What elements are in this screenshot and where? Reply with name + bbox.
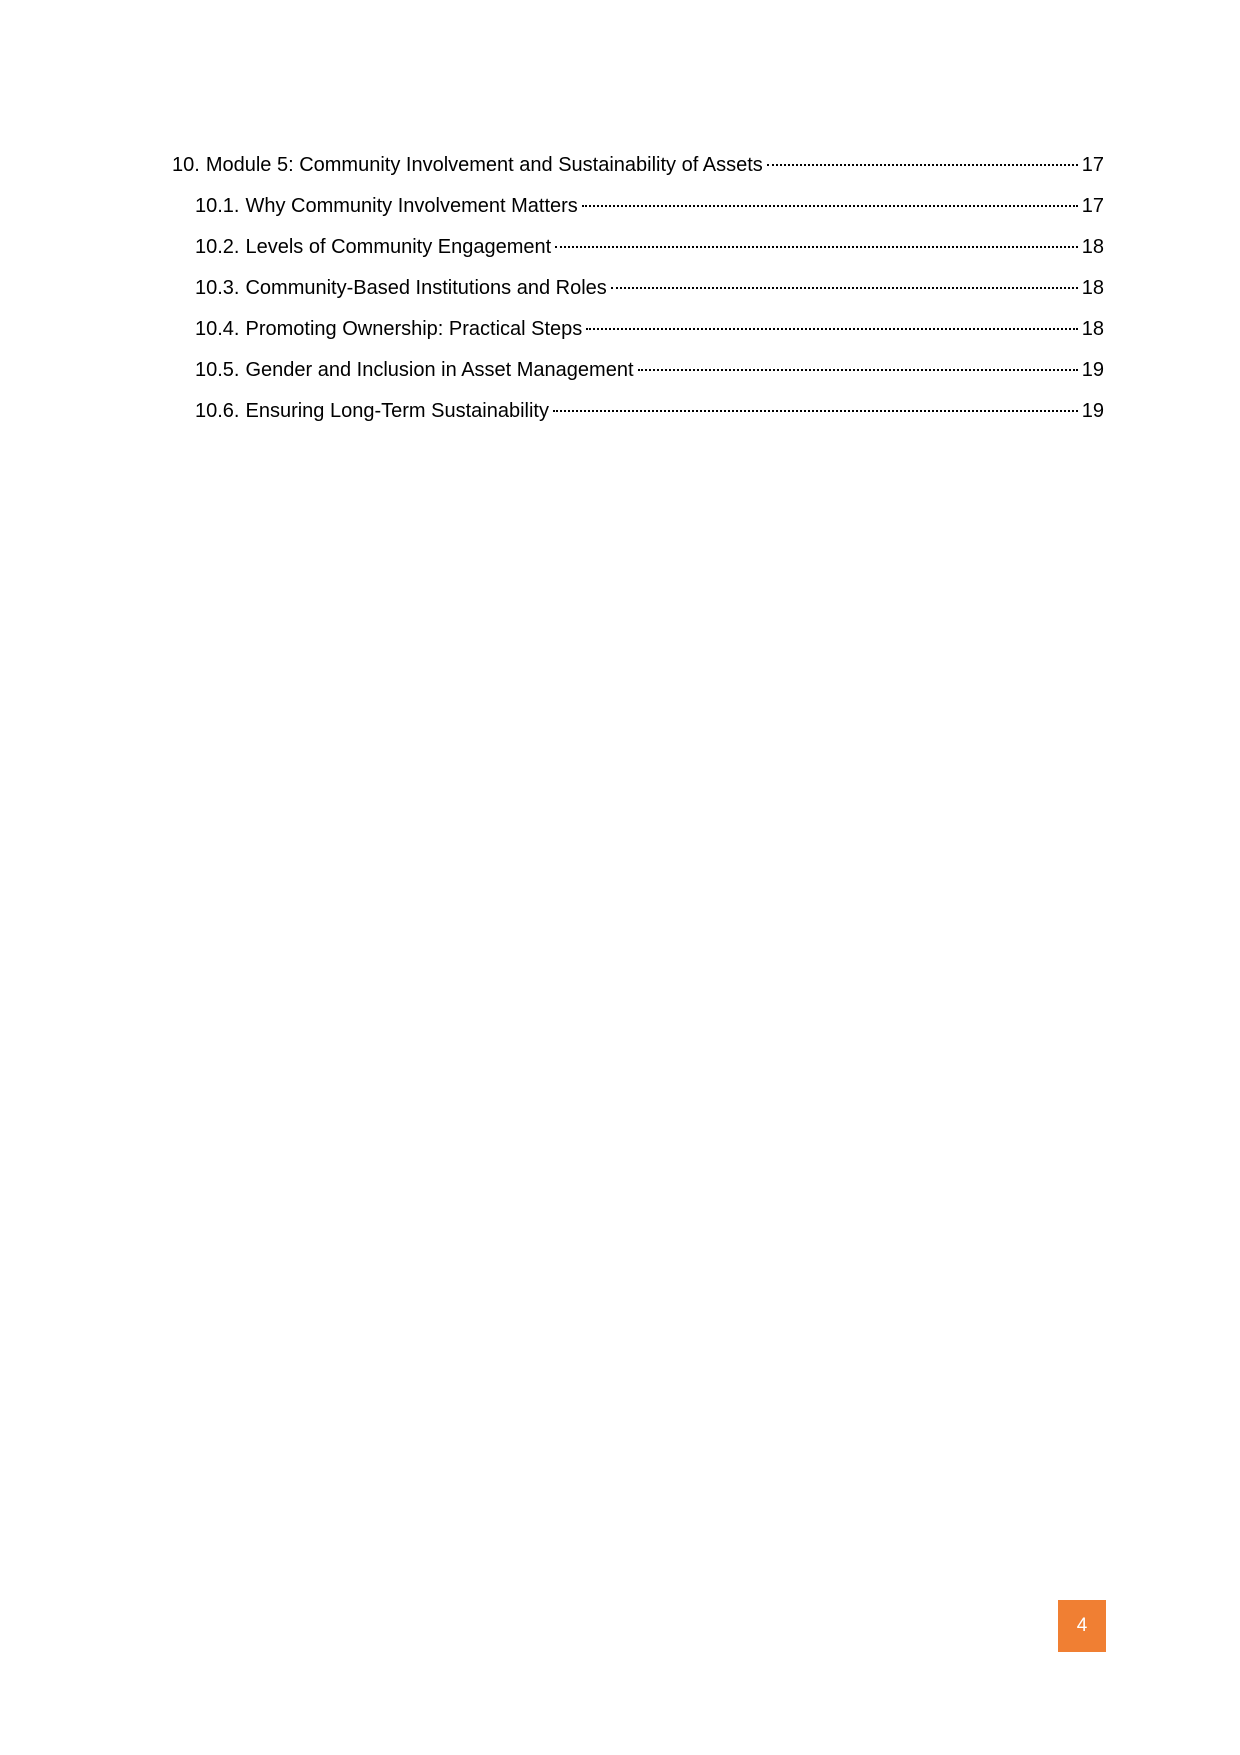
toc-entry-title: Community-Based Institutions and Roles — [245, 277, 607, 299]
toc-entry-page: 17 — [1081, 154, 1104, 176]
toc-dot-leader — [586, 326, 1077, 330]
toc-dot-leader — [767, 162, 1078, 166]
toc-entry-page: 18 — [1081, 277, 1104, 299]
toc-entry-number: 10.3. — [195, 277, 240, 299]
toc-dot-leader — [555, 244, 1078, 248]
toc-entry[interactable] — [172, 268, 1104, 309]
toc-entry-title: Why Community Involvement Matters — [245, 195, 578, 217]
toc-entry-title: Promoting Ownership: Practical Steps — [245, 318, 583, 340]
toc-entry-number: 10.5. — [195, 359, 240, 381]
toc-entry-number: 10.6. — [195, 400, 240, 422]
toc-dot-leader — [582, 203, 1078, 207]
toc-entry-page: 17 — [1081, 195, 1104, 217]
toc-entry[interactable] — [172, 391, 1104, 432]
toc-entry[interactable] — [172, 227, 1104, 268]
table-of-contents — [172, 145, 1104, 432]
toc-dot-leader — [611, 285, 1078, 289]
toc-entry-title: Levels of Community Engagement — [245, 236, 552, 258]
toc-entry-title: Module 5: Community Involvement and Sustainability of Assets — [205, 154, 763, 176]
toc-dot-leader — [638, 367, 1078, 371]
page-number-badge: 4 — [1058, 1600, 1106, 1652]
toc-entry-number: 10.4. — [195, 318, 240, 340]
toc-dot-leader — [553, 408, 1078, 412]
toc-entry-page: 19 — [1081, 400, 1104, 422]
toc-entry-page: 19 — [1081, 359, 1104, 381]
toc-entry-title: Gender and Inclusion in Asset Management — [245, 359, 634, 381]
toc-entry-number: 10.2. — [195, 236, 240, 258]
toc-entry-number: 10.1. — [195, 195, 240, 217]
toc-entry-number: 10. — [172, 154, 200, 176]
toc-entry[interactable] — [172, 350, 1104, 391]
toc-entry[interactable] — [172, 186, 1104, 227]
toc-entry-title: Ensuring Long-Term Sustainability — [245, 400, 549, 422]
toc-entry[interactable] — [172, 145, 1104, 186]
toc-entry-page: 18 — [1081, 236, 1104, 258]
toc-entry-page: 18 — [1081, 318, 1104, 340]
toc-entry[interactable] — [172, 309, 1104, 350]
